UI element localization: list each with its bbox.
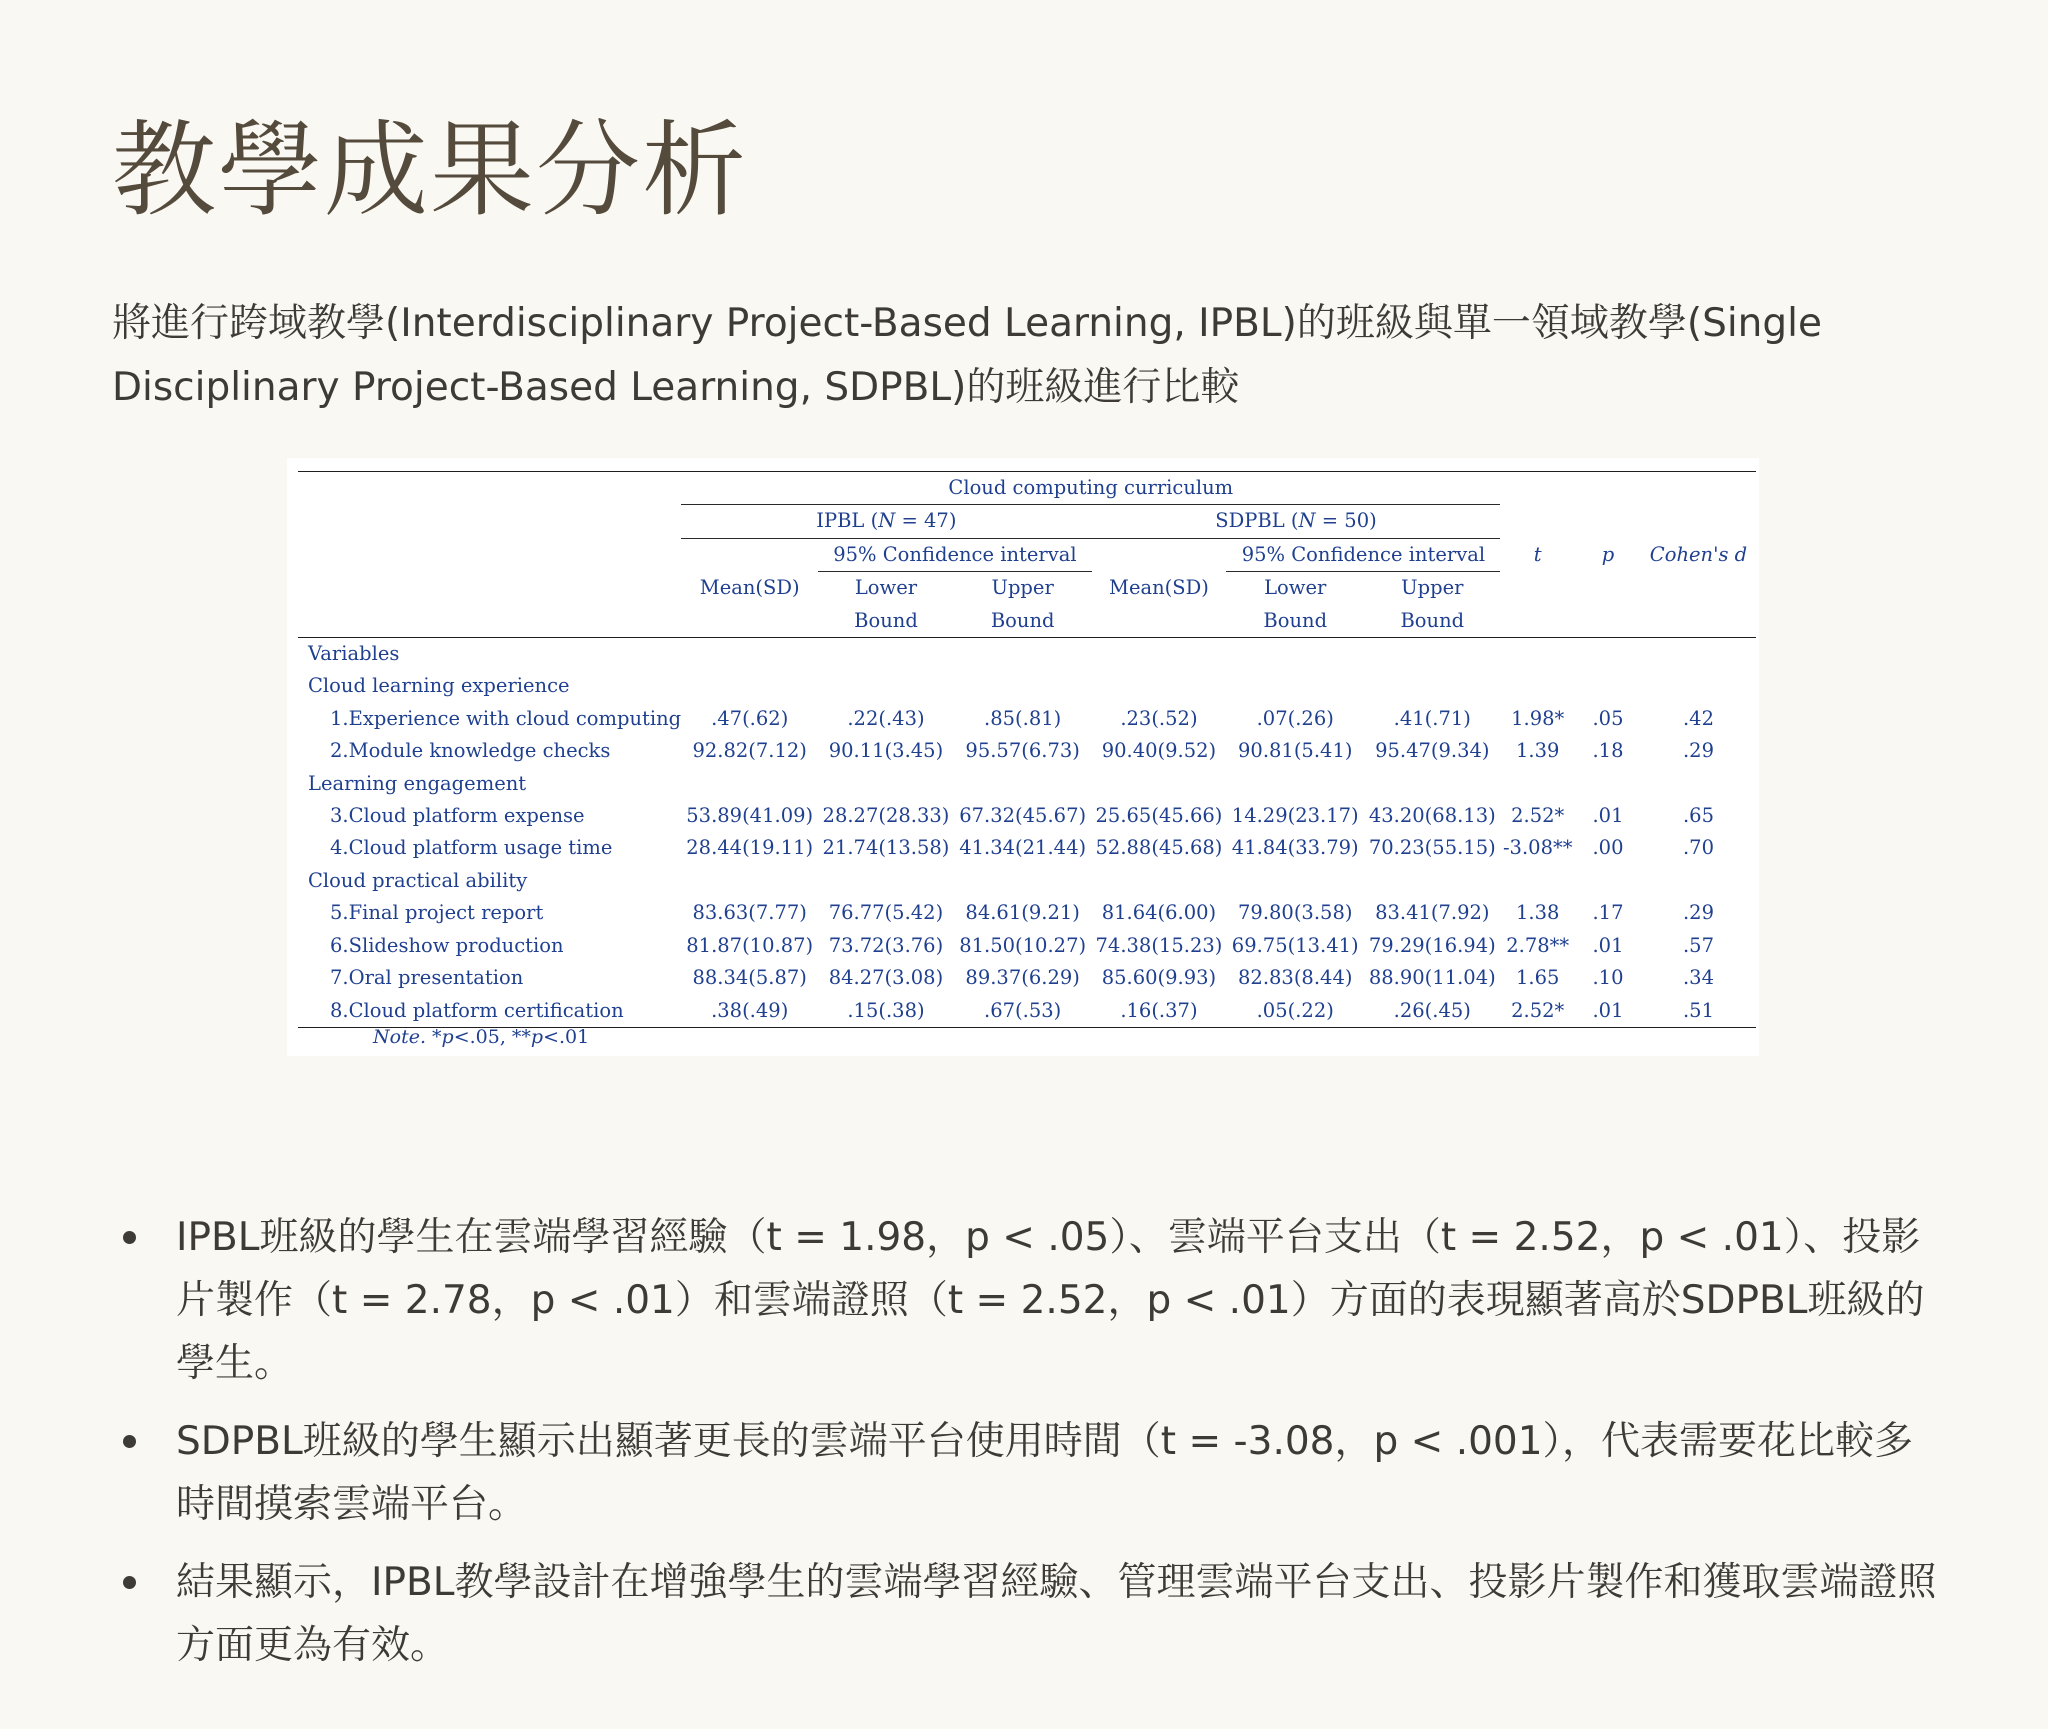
header-row-3 xyxy=(298,538,1756,571)
table-cell: 92.82(7.12) xyxy=(692,739,807,763)
upper-header-sdpbl: Upper xyxy=(1401,576,1464,600)
table-cell: 89.37(6.29) xyxy=(965,966,1080,990)
table-row xyxy=(298,897,1756,929)
table-cell: .29 xyxy=(1682,739,1714,763)
table-cell: .16(.37) xyxy=(1092,995,1227,1028)
table-cell: 79.29(16.94) xyxy=(1368,933,1496,957)
mean-sd-header-ipbl: Mean(SD) xyxy=(699,575,800,599)
table-cell: 88.34(5.87) xyxy=(692,966,807,990)
table-cell: 14.29(23.17) xyxy=(1231,804,1359,828)
table-cell: .05 xyxy=(1592,706,1624,730)
table-cell: 25.65(45.66) xyxy=(1095,804,1223,828)
bullet-icon xyxy=(123,1231,136,1244)
bullet-icon xyxy=(123,1435,136,1448)
table-cell: 84.61(9.21) xyxy=(965,901,1080,925)
table-row xyxy=(298,735,1756,767)
table-cell: 1.38 xyxy=(1516,901,1560,925)
table-cell: 2.52* xyxy=(1511,804,1565,828)
table-cell: 43.20(68.13) xyxy=(1368,804,1496,828)
row-label: 7.Oral presentation xyxy=(330,966,524,990)
ci-header-ipbl: 95% Confidence interval xyxy=(818,538,1091,571)
table-cell: -3.08** xyxy=(1502,836,1573,860)
table-cell: 1.98* xyxy=(1511,706,1565,730)
table-cell: 1.39 xyxy=(1516,739,1560,763)
table-cell: .22(.43) xyxy=(847,706,925,730)
table-cell: 28.27(28.33) xyxy=(822,804,950,828)
table-cell: .00 xyxy=(1592,836,1624,860)
table-cell: .26(.45) xyxy=(1364,995,1500,1028)
variables-label: Variables xyxy=(308,642,400,666)
table-cell: 53.89(41.09) xyxy=(686,804,814,828)
table-cell: .85(.81) xyxy=(984,706,1062,730)
row-label: 6.Slideshow production xyxy=(330,933,564,957)
row-label: 2.Module knowledge checks xyxy=(330,739,611,763)
table-cell: 73.72(3.76) xyxy=(828,933,944,957)
table-cell: .67(.53) xyxy=(954,995,1092,1028)
table-cell: .38(.49) xyxy=(681,995,818,1028)
table-cell: .01 xyxy=(1592,933,1624,957)
table-row xyxy=(298,995,1756,1028)
table-cell: 85.60(9.93) xyxy=(1101,966,1217,990)
lower-header-sdpbl: Lower xyxy=(1264,576,1327,600)
table-cell: 90.81(5.41) xyxy=(1238,739,1353,763)
bound-header: Bound xyxy=(1226,605,1364,638)
table-cell: .01 xyxy=(1592,804,1624,828)
bullet-icon xyxy=(123,1576,136,1589)
table-cell: 21.74(13.58) xyxy=(822,836,950,860)
group-sdpbl-header: SDPBL (N = 50) xyxy=(1092,505,1501,538)
table-cell: 90.11(3.45) xyxy=(828,739,944,763)
table-row xyxy=(298,703,1756,735)
bound-header: Bound xyxy=(818,605,954,638)
table-cell: .47(.62) xyxy=(711,706,789,730)
table-cell: .23(.52) xyxy=(1120,706,1198,730)
table-cell: 2.78** xyxy=(1506,933,1570,957)
table-cell: 76.77(5.42) xyxy=(828,901,944,925)
table-cell: .01 xyxy=(1575,995,1641,1028)
page-title: 教學成果分析 xyxy=(112,109,749,231)
table-cell: .05(.22) xyxy=(1226,995,1364,1028)
row-label: 4.Cloud platform usage time xyxy=(330,836,613,860)
table-cell: .17 xyxy=(1592,901,1624,925)
table-cell: 88.90(11.04) xyxy=(1368,966,1496,990)
lower-header-ipbl: Lower xyxy=(854,576,918,600)
bound-header: Bound xyxy=(1364,605,1500,638)
group-ipbl-header: IPBL (N = 47) xyxy=(681,505,1091,538)
table-cell: .07(.26) xyxy=(1256,706,1334,730)
table-cell: 70.23(55.15) xyxy=(1368,836,1496,860)
table-cell: 2.52* xyxy=(1500,995,1575,1028)
table-cell: 28.44(19.11) xyxy=(686,836,814,860)
table-cell: 81.87(10.87) xyxy=(686,933,814,957)
list-item: 結果顯示，IPBL教學設計在增強學生的雲端學習經驗、管理雲端平台支出、投影片製作和獲取雲端證照方面更為有效。 xyxy=(112,1551,1942,1677)
table-cell: 90.40(9.52) xyxy=(1101,739,1217,763)
table-body xyxy=(298,670,1756,1027)
table-cell: 95.57(6.73) xyxy=(965,739,1080,763)
cohens-d-header: Cohen's d xyxy=(1649,542,1748,566)
table-cell: 83.63(7.77) xyxy=(692,901,807,925)
curriculum-header: Cloud computing curriculum xyxy=(681,472,1500,505)
header-row-4 xyxy=(298,572,1756,605)
findings-list xyxy=(112,1206,1942,1692)
list-item: SDPBL班級的學生顯示出顯著更長的雲端平台使用時間（t = -3.08，p < .001），代表需要花比較多時間摸索雲端平台。 xyxy=(112,1410,1942,1536)
table-cell: 1.65 xyxy=(1516,966,1560,990)
variables-row xyxy=(298,638,1756,671)
table-note: Note. *p<.05, **p<.01 xyxy=(373,1026,590,1048)
list-item: IPBL班級的學生在雲端學習經驗（t = 1.98，p < .05）、雲端平台支出（t = 2.52，p < .01）、投影片製作（t = 2.78，p < .01）和雲端證照（t = 2.52，p < .01）方面的表現顯著高於SDPBL班級的學生。 xyxy=(112,1206,1942,1395)
table-cell: .57 xyxy=(1682,933,1714,957)
table-cell: .29 xyxy=(1682,901,1714,925)
mean-sd-header-sdpbl: Mean(SD) xyxy=(1108,575,1209,599)
header-row-5 xyxy=(298,605,1756,638)
table-row xyxy=(298,800,1756,832)
ci-header-sdpbl: 95% Confidence interval xyxy=(1226,538,1500,571)
table-cell: 41.34(21.44) xyxy=(959,836,1087,860)
table-row xyxy=(298,832,1756,864)
p-header: p xyxy=(1601,542,1615,566)
table-cell: .18 xyxy=(1592,739,1624,763)
table-cell: 67.32(45.67) xyxy=(959,804,1087,828)
table-cell: 41.84(33.79) xyxy=(1231,836,1359,860)
section-row xyxy=(298,670,1756,702)
header-row-2 xyxy=(298,505,1756,538)
row-label: 5.Final project report xyxy=(330,901,544,925)
table-cell: .70 xyxy=(1682,836,1714,860)
table-cell: .65 xyxy=(1682,804,1714,828)
row-label: 1.Experience with cloud computing xyxy=(330,706,682,730)
intro-paragraph: 將進行跨域教學(Interdisciplinary Project-Based Learning, IPBL)的班級與單一領域教學(Single Disciplinary Project-Based Learning, SDPBL)的班級進行比較 xyxy=(112,301,1822,410)
table-cell: .10 xyxy=(1592,966,1624,990)
table-cell: .15(.38) xyxy=(818,995,954,1028)
t-header: t xyxy=(1533,542,1542,566)
table-cell: .41(.71) xyxy=(1393,706,1471,730)
section-label: Cloud learning experience xyxy=(308,674,570,698)
table-cell: 81.50(10.27) xyxy=(959,933,1087,957)
table-cell: 79.80(3.58) xyxy=(1238,901,1353,925)
table-cell: 84.27(3.08) xyxy=(828,966,944,990)
table-cell: 69.75(13.41) xyxy=(1231,933,1359,957)
header-row-1 xyxy=(298,472,1756,505)
table-row xyxy=(298,962,1756,994)
table-cell: .42 xyxy=(1682,706,1714,730)
table-cell: 82.83(8.44) xyxy=(1238,966,1353,990)
table-cell: .34 xyxy=(1682,966,1714,990)
row-label: 8.Cloud platform certification xyxy=(298,995,681,1028)
table-cell: 52.88(45.68) xyxy=(1095,836,1223,860)
table-cell: 81.64(6.00) xyxy=(1101,901,1217,925)
table-cell: 83.41(7.92) xyxy=(1375,901,1490,925)
section-row xyxy=(298,865,1756,897)
section-label: Learning engagement xyxy=(308,771,527,795)
bound-header: Bound xyxy=(954,605,1092,638)
section-label: Cloud practical ability xyxy=(308,868,528,892)
upper-header-ipbl: Upper xyxy=(991,576,1054,600)
results-table xyxy=(298,471,1756,1028)
section-row xyxy=(298,768,1756,800)
row-label: 3.Cloud platform expense xyxy=(330,804,585,828)
table-cell: 95.47(9.34) xyxy=(1375,739,1490,763)
results-table-image xyxy=(287,458,1759,1056)
table-cell: .51 xyxy=(1641,995,1756,1028)
table-cell: 74.38(15.23) xyxy=(1095,933,1223,957)
table-row xyxy=(298,930,1756,962)
